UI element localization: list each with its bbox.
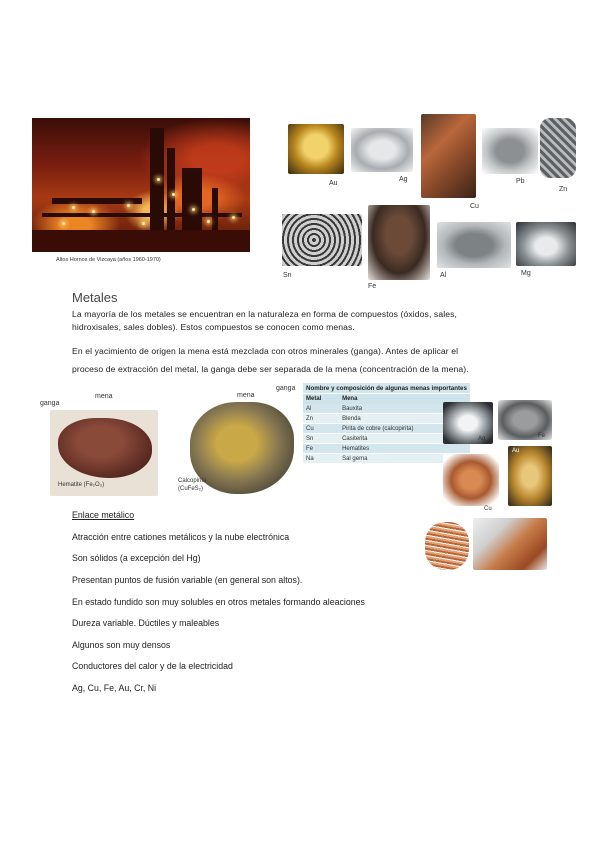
label-sn: Sn [283,272,292,279]
copper-mineral-image [443,454,499,506]
property-line-3: Presentan puntos de fusión variable (en general son altos). [72,575,303,585]
label-fe: Fe [368,283,377,290]
property-line-5: Dureza variable. Dúctiles y maleables [72,618,220,628]
mineral-label-au: Au [512,448,520,454]
calcopirita-caption-1: Calcopirita [178,478,207,484]
mineral-label-fe: Fe [538,433,546,439]
label-cu: Cu [470,203,479,210]
tin-relief-image [282,214,362,266]
copper-sheets-image [473,518,547,570]
property-line-2: Son sólidos (a excepción del Hg) [72,553,201,563]
table-cell: Cu [303,424,339,434]
label-zn: Zn [559,186,568,193]
table-cell: Blenda [339,414,470,424]
ore-table-title: Nombre y composición de algunas menas importantes [303,383,470,394]
label-mg: Mg [521,270,531,277]
property-line-6: Algunos son muy densos [72,640,171,650]
table-cell: Sn [303,434,339,444]
factory-photo [32,118,250,252]
table-cell: Hematites [339,444,470,454]
iron-head-sculpture-image [368,205,430,280]
zinc-vase-image [540,118,576,178]
mena-label-right: mena [237,392,255,399]
label-ag: Ag [399,176,408,183]
section-title: Metales [72,290,118,305]
calcopirita-caption-2: (CuFeS₂) [178,486,203,492]
ganga-label-left: ganga [40,400,60,407]
label-au: Au [329,180,338,187]
label-al: Al [440,272,447,279]
mena-label-left: mena [95,393,113,400]
intro-paragraph-line-1: La mayoría de los metales se encuentran en la naturaleza en forma de compuestos (óxidos, sales, [72,309,457,319]
ore-table-header-metal: Metal [303,394,339,405]
table-cell: Sal gema [339,454,470,464]
copper-wire-image [425,522,469,570]
table-cell: Al [303,404,339,414]
copper-sculpture-image [421,114,476,198]
enlace-metalico-heading: Enlace metálico [72,510,135,520]
ganga-paragraph-line-2: proceso de extracción del metal, la ganga debe ser separada de la mena (concentración de la mena). [72,364,469,374]
table-cell: Zn [303,414,339,424]
property-line-7: Conductores del calor y de la electricidad [72,661,233,671]
table-cell: Pirita de cobre (calcopirita) [339,424,470,434]
mineral-label-ag: Ag [478,436,486,442]
table-cell: Fe [303,444,339,454]
table-cell: Na [303,454,339,464]
aluminum-butterfly-image [437,222,511,268]
property-line-4: En estado fundido son muy solubles en otros metales formando aleaciones [72,597,365,607]
lead-ornament-image [482,128,538,174]
ganga-label-right: ganga [276,385,296,392]
property-line-8: Ag, Cu, Fe, Au, Cr, Ni [72,683,157,693]
mineral-label-cu: Cu [484,506,492,512]
table-cell: Bauxita [339,404,470,414]
table-cell: Casiterita [339,434,470,444]
hematite-caption: Hematite (Fe₂O₃) [58,482,105,488]
property-line-1: Atracción entre cationes metálicos y la nube electrónica [72,532,290,542]
gold-cup-image [288,124,344,174]
ore-table-header-mena: Mena [339,394,470,405]
photo-caption: Altos Hornos de Vizcaya (años 1960-1970) [56,257,161,263]
silver-coins-image [351,128,413,172]
table-row [303,444,470,454]
gold-mineral-image [508,446,552,506]
magnesium-crystals-image [516,222,576,266]
label-pb: Pb [516,178,525,185]
ganga-paragraph-line-1: En el yacimiento de origen la mena está mezclada con otros minerales (ganga). Antes de aplicar el [72,346,459,356]
silver-mineral-image [443,402,493,444]
intro-paragraph-line-2: hidroxisales, sales dobles). Estos compuestos se conocen como menas. [72,322,355,332]
